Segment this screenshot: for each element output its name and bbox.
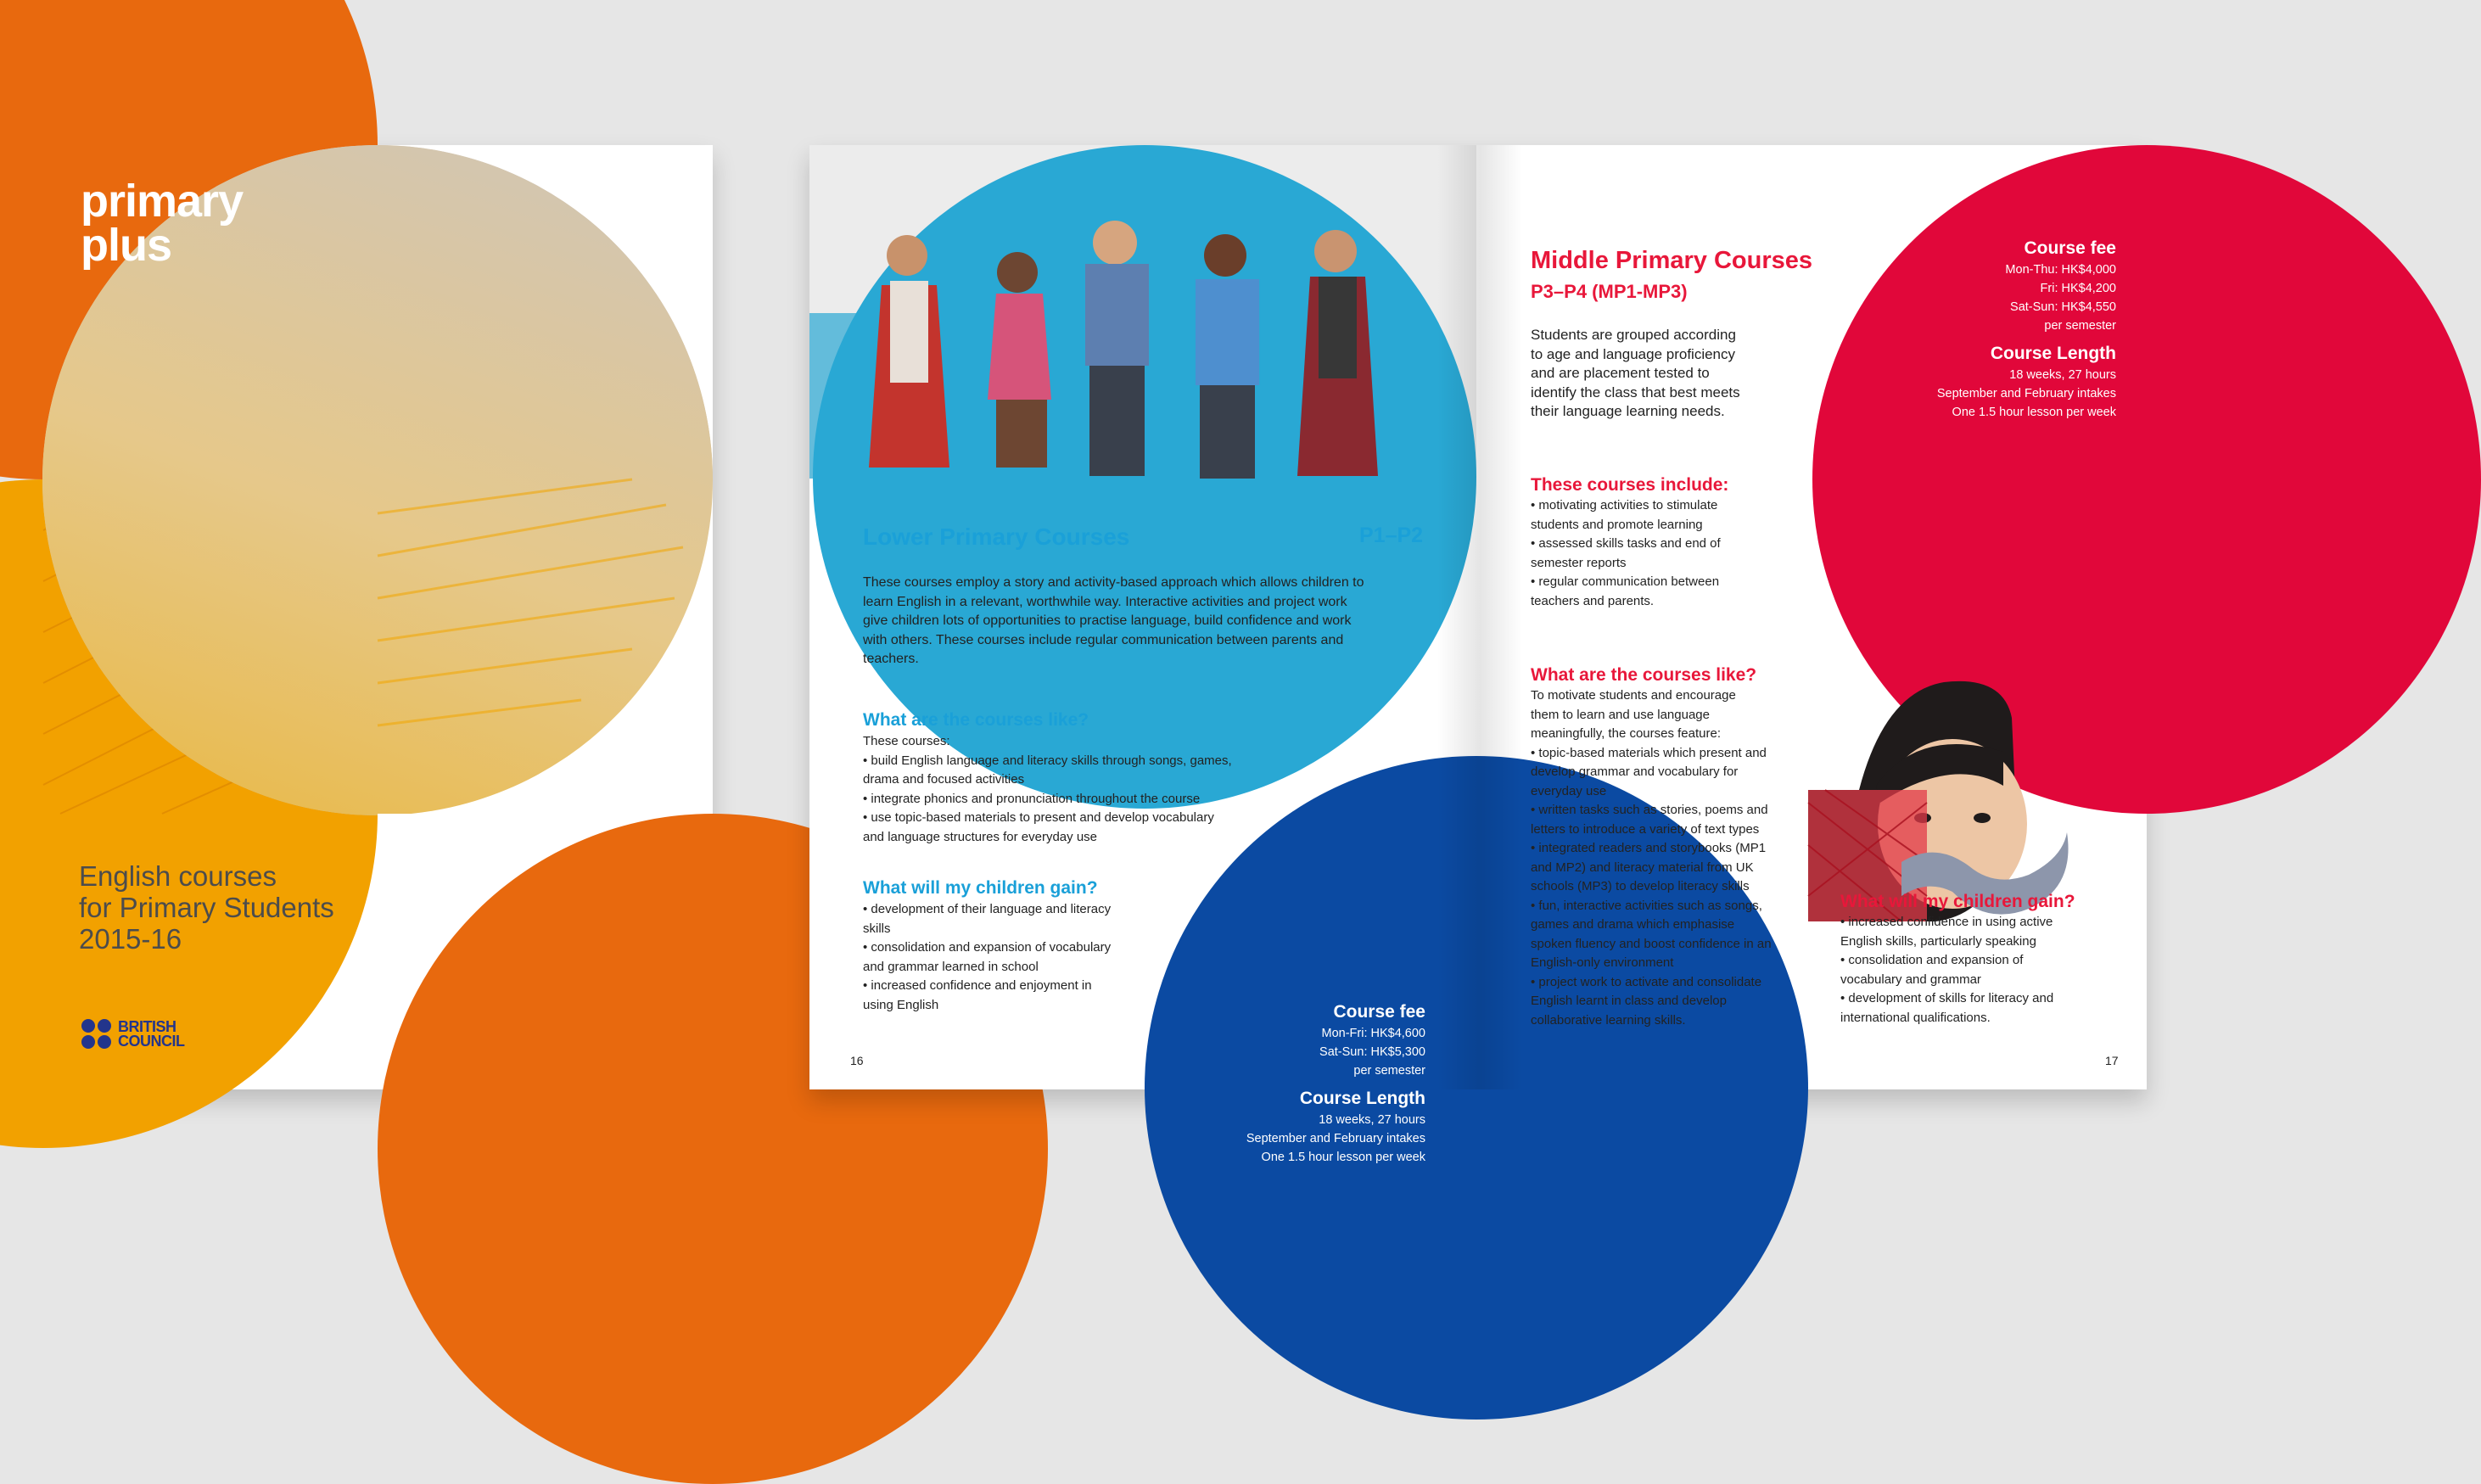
middle-fee-box	[1937, 237, 2116, 422]
fee-heading: Course fee	[2024, 238, 2116, 258]
list-item: teachers and parents.	[1531, 593, 1655, 608]
intro-line: identify the class that best meets	[1531, 384, 1740, 400]
intro-line: and are placement tested to	[1531, 365, 1710, 381]
intro-line: Students are grouped according	[1531, 327, 1736, 343]
lower-primary-intro	[863, 574, 1440, 669]
middle-like-heading: What are the courses like?	[1531, 665, 1757, 685]
list-item: • fun, interactive activities such as songs,	[1531, 898, 1762, 913]
list-item: • integrate phonics and pronunciation throughout the course	[863, 791, 1201, 806]
list-item: • use topic-based materials to present and develop vocabulary	[863, 810, 1214, 825]
list-item: and language structures for everyday use	[863, 829, 1097, 844]
fee-line: Mon-Thu: HK$4,000	[2005, 263, 2116, 277]
lower-fee-box	[1246, 1000, 1425, 1167]
list-item: English-only environment	[1531, 955, 1674, 970]
intro-line: give children lots of opportunities to practise language, build confidence and work	[863, 613, 1352, 628]
includes-list	[1531, 496, 1721, 611]
list-item: students and promote learning	[1531, 517, 1703, 532]
fee-heading: Course fee	[1333, 1002, 1425, 1022]
list-item: • project work to activate and consolidate	[1531, 974, 1762, 989]
list-item: meaningfully, the courses feature:	[1531, 726, 1722, 741]
length-line: 18 weeks, 27 hours	[2009, 368, 2116, 382]
length-line: September and February intakes	[1936, 387, 2116, 400]
lower-gain-heading: What will my children gain?	[863, 878, 1098, 898]
middle-gain-list	[1840, 913, 2053, 1028]
logo-text-line: COUNCIL	[118, 1032, 185, 1050]
includes-heading: These courses include:	[1531, 475, 1729, 495]
list-item: • development of skills for literacy and	[1840, 991, 2054, 1005]
list-item: • motivating activities to stimulate	[1531, 498, 1718, 512]
lower-like-heading: What are the courses like?	[863, 710, 1089, 730]
fee-line: per semester	[1353, 1064, 1425, 1078]
list-item: semester reports	[1531, 555, 1627, 570]
list-item: To motivate students and encourage	[1531, 688, 1736, 703]
fee-line: Mon-Fri: HK$4,600	[1321, 1027, 1425, 1040]
lower-gain-list	[863, 900, 1111, 1015]
list-item: and grammar learned in school	[863, 959, 1039, 974]
list-item: • increased confidence in using active	[1840, 915, 2053, 929]
list-item: • development of their language and literacy	[863, 902, 1112, 916]
middle-gain-heading: What will my children gain?	[1840, 892, 2075, 911]
list-item: • integrated readers and storybooks (MP1	[1531, 841, 1767, 855]
brochure-cover	[43, 145, 713, 1089]
spread-gutter-shadow	[1437, 145, 1522, 1089]
lower-primary-heading: Lower Primary Courses	[863, 524, 1130, 550]
length-line: September and February intakes	[1246, 1132, 1425, 1145]
logo-dots-icon	[81, 1019, 111, 1049]
list-item: schools (MP3) to develop literacy skills	[1531, 879, 1750, 893]
list-item: drama and focused activities	[863, 772, 1025, 787]
middle-primary-level: P3–P4 (MP1-MP3)	[1531, 281, 1688, 302]
list-item: English skills, particularly speaking	[1840, 933, 2036, 949]
list-item: • written tasks such as stories, poems and	[1531, 803, 1768, 817]
list-item: and MP2) and literacy material from UK	[1531, 860, 1754, 875]
british-council-logo	[81, 1019, 185, 1049]
length-heading: Course Length	[1990, 344, 2116, 363]
list-item: everyday use	[1531, 783, 1607, 798]
list-item: collaborative learning skills.	[1531, 1012, 1686, 1028]
list-item: skills	[863, 921, 891, 936]
cover-title-line: for Primary Students	[79, 892, 334, 923]
intro-line: learn English in a relevant, worthwhile way. Interactive activities and project work	[863, 594, 1347, 609]
list-item: using English	[863, 997, 939, 1012]
intro-line: These courses employ a story and activity-based approach which allows children to	[863, 575, 1364, 590]
list-item: letters to introduce a variety of text types	[1531, 821, 1760, 837]
fee-line: Sat-Sun: HK$4,550	[2010, 300, 2116, 314]
intro-line: with others. These courses include regular communication between parents and	[863, 632, 1344, 647]
list-item: English learnt in class and develop	[1531, 994, 1727, 1008]
fee-line: per semester	[2044, 319, 2116, 333]
lower-like-list	[863, 732, 1232, 847]
list-item: • topic-based materials which present and	[1531, 745, 1767, 760]
middle-primary-intro	[1531, 326, 1740, 422]
middle-primary-heading: Middle Primary Courses	[1531, 247, 1812, 274]
lower-primary-level: P1–P2	[1359, 524, 1424, 547]
brochure-spread	[809, 145, 2147, 1164]
brand-primary: primary	[81, 176, 244, 227]
cover-orange-shape-bottom	[378, 814, 713, 1089]
cover-title-line: 2015-16	[79, 923, 182, 955]
list-item: develop grammar and vocabulary for	[1531, 764, 1739, 779]
intro-line: their language learning needs.	[1531, 403, 1725, 419]
list-item: • assessed skills tasks and end of	[1531, 536, 1721, 551]
length-line: One 1.5 hour lesson per week	[1261, 1151, 1425, 1164]
list-item: • consolidation and expansion of	[1840, 953, 2024, 967]
list-item: • regular communication between	[1531, 574, 1720, 589]
cover-title-line: English courses	[79, 860, 277, 892]
list-item: international qualifications.	[1840, 1010, 1991, 1025]
length-heading: Course Length	[1299, 1089, 1425, 1108]
page-number-17: 17	[2105, 1054, 2119, 1067]
page-number-16: 16	[850, 1054, 864, 1067]
length-line: One 1.5 hour lesson per week	[1952, 406, 2116, 419]
list-item: • build English language and literacy skills through songs, games,	[863, 753, 1232, 768]
kids-superhero-photo	[809, 145, 1476, 479]
list-item: games and drama which emphasise	[1531, 917, 1735, 932]
brand-plus: plus	[81, 220, 172, 271]
intro-line: teachers.	[863, 652, 919, 666]
list-item: • consolidation and expansion of vocabulary	[863, 940, 1112, 955]
list-item: vocabulary and grammar	[1840, 972, 1981, 987]
intro-line: to age and language proficiency	[1531, 345, 1736, 362]
list-item: them to learn and use language	[1531, 707, 1710, 722]
cover-title	[79, 860, 418, 955]
list-item: spoken fluency and boost confidence in an	[1531, 936, 1772, 951]
fee-line: Fri: HK$4,200	[2040, 282, 2116, 295]
middle-like-list	[1531, 686, 1772, 1030]
fee-line: Sat-Sun: HK$5,300	[1319, 1045, 1425, 1059]
list-item: These courses:	[863, 734, 950, 748]
logo-text-line: BRITISH	[118, 1017, 176, 1035]
list-item: • increased confidence and enjoyment in	[863, 978, 1092, 993]
cover-photo-book	[378, 479, 713, 814]
length-line: 18 weeks, 27 hours	[1319, 1113, 1425, 1127]
